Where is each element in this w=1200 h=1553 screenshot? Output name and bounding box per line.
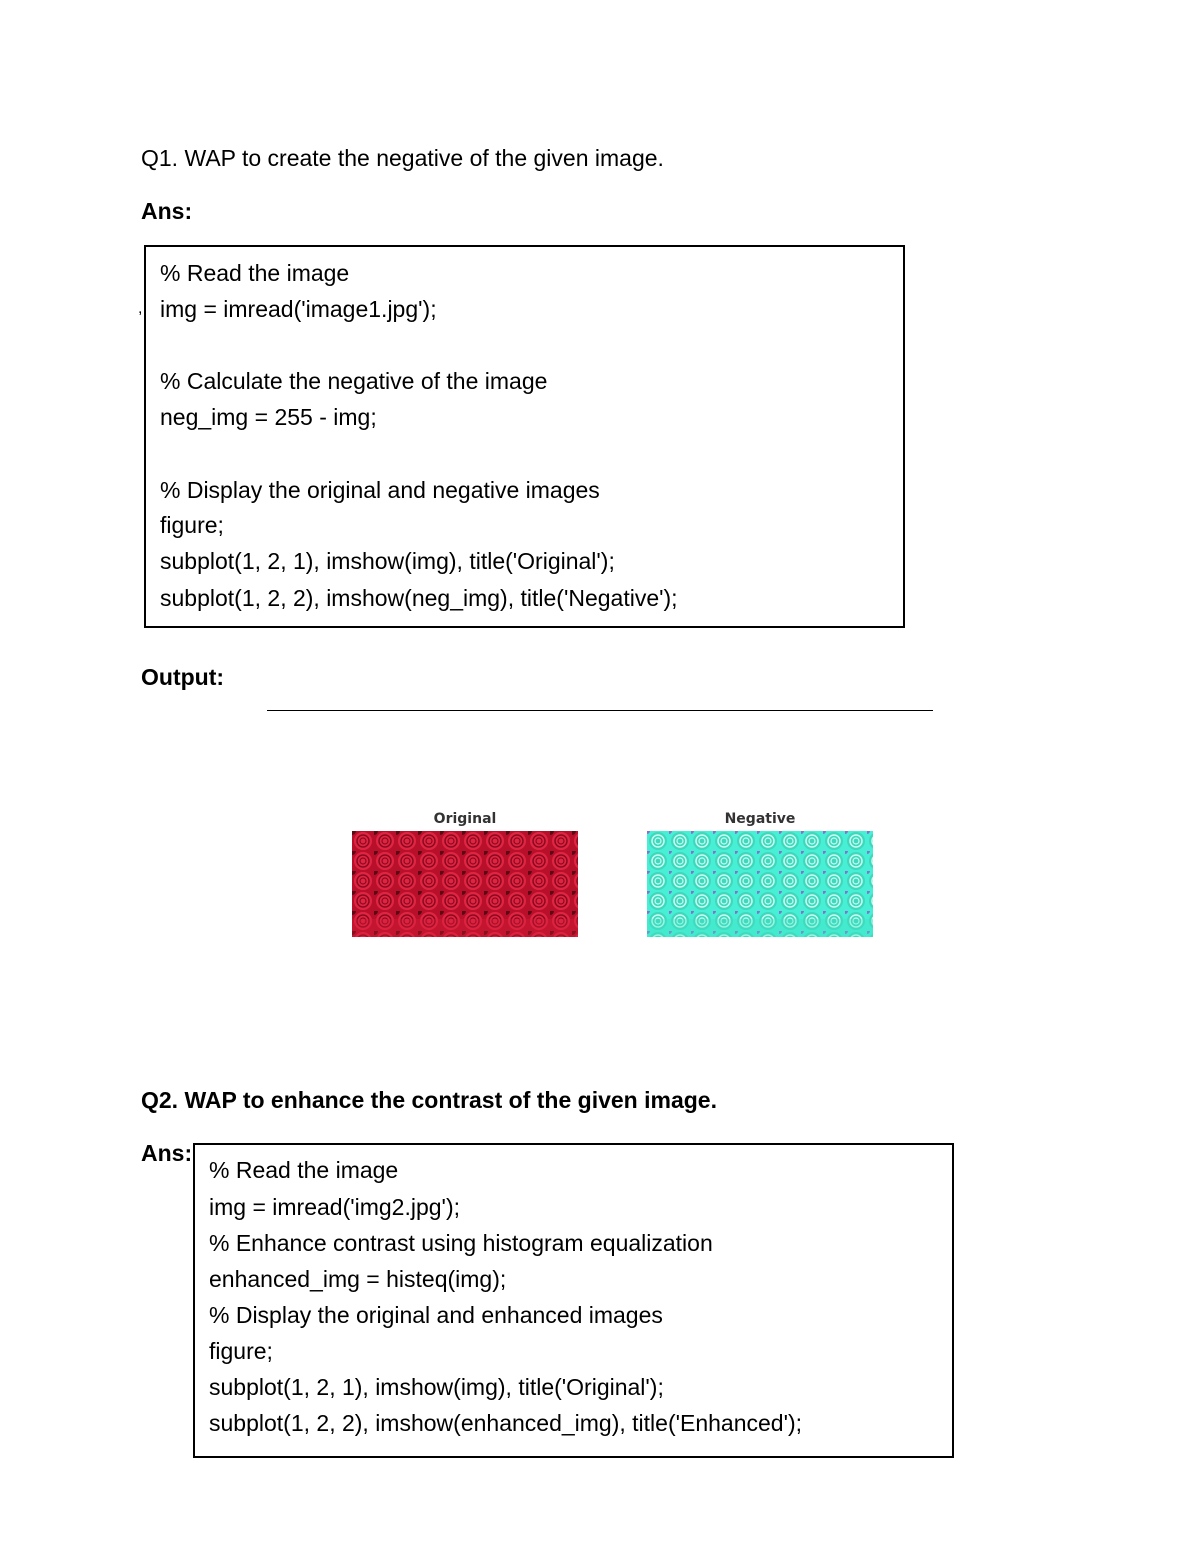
q2-code-box: [193, 1143, 954, 1458]
figure-title-original: Original: [433, 811, 497, 827]
q2-code-line: % Read the image: [209, 1157, 399, 1183]
q1-code-line: figure;: [160, 512, 224, 538]
q1-ans-label: Ans:: [141, 198, 193, 224]
q1-code-line: % Read the image: [160, 260, 350, 286]
q2-code-line: % Enhance contrast using histogram equalization: [209, 1230, 713, 1256]
original-roses-image: [352, 831, 578, 937]
q1-code-line: neg_img = 255 - img;: [160, 404, 377, 430]
q1-code-line: % Calculate the negative of the image: [160, 368, 548, 394]
q2-title: Q2. WAP to enhance the contrast of the given image.: [141, 1087, 717, 1113]
stray-mark: ,: [138, 300, 143, 317]
q1-code-line: subplot(1, 2, 2), imshow(neg_img), title('Negative');: [160, 585, 678, 611]
q1-code-box: [144, 245, 905, 628]
q2-code-line: subplot(1, 2, 1), imshow(img), title('Original');: [209, 1374, 664, 1400]
q1-output-label: Output:: [141, 664, 225, 690]
q2-code-line: enhanced_img = histeq(img);: [209, 1266, 507, 1292]
q2-ans-label: Ans:: [141, 1140, 193, 1166]
divider-rule: [267, 710, 933, 711]
q2-code-line: figure;: [209, 1338, 273, 1364]
q1-code-line: img = imread('image1.jpg');: [160, 296, 437, 322]
q2-code-line: img = imread('img2.jpg');: [209, 1194, 461, 1220]
negative-roses-image: [647, 831, 873, 937]
q2-code-line: subplot(1, 2, 2), imshow(enhanced_img), title('Enhanced');: [209, 1410, 803, 1436]
figure-title-negative: Negative: [724, 811, 796, 827]
q2-code-line: % Display the original and enhanced images: [209, 1302, 663, 1328]
q1-code-line: % Display the original and negative images: [160, 477, 600, 503]
q1-code-line: subplot(1, 2, 1), imshow(img), title('Original');: [160, 548, 615, 574]
q1-title: Q1. WAP to create the negative of the given image.: [141, 145, 664, 171]
